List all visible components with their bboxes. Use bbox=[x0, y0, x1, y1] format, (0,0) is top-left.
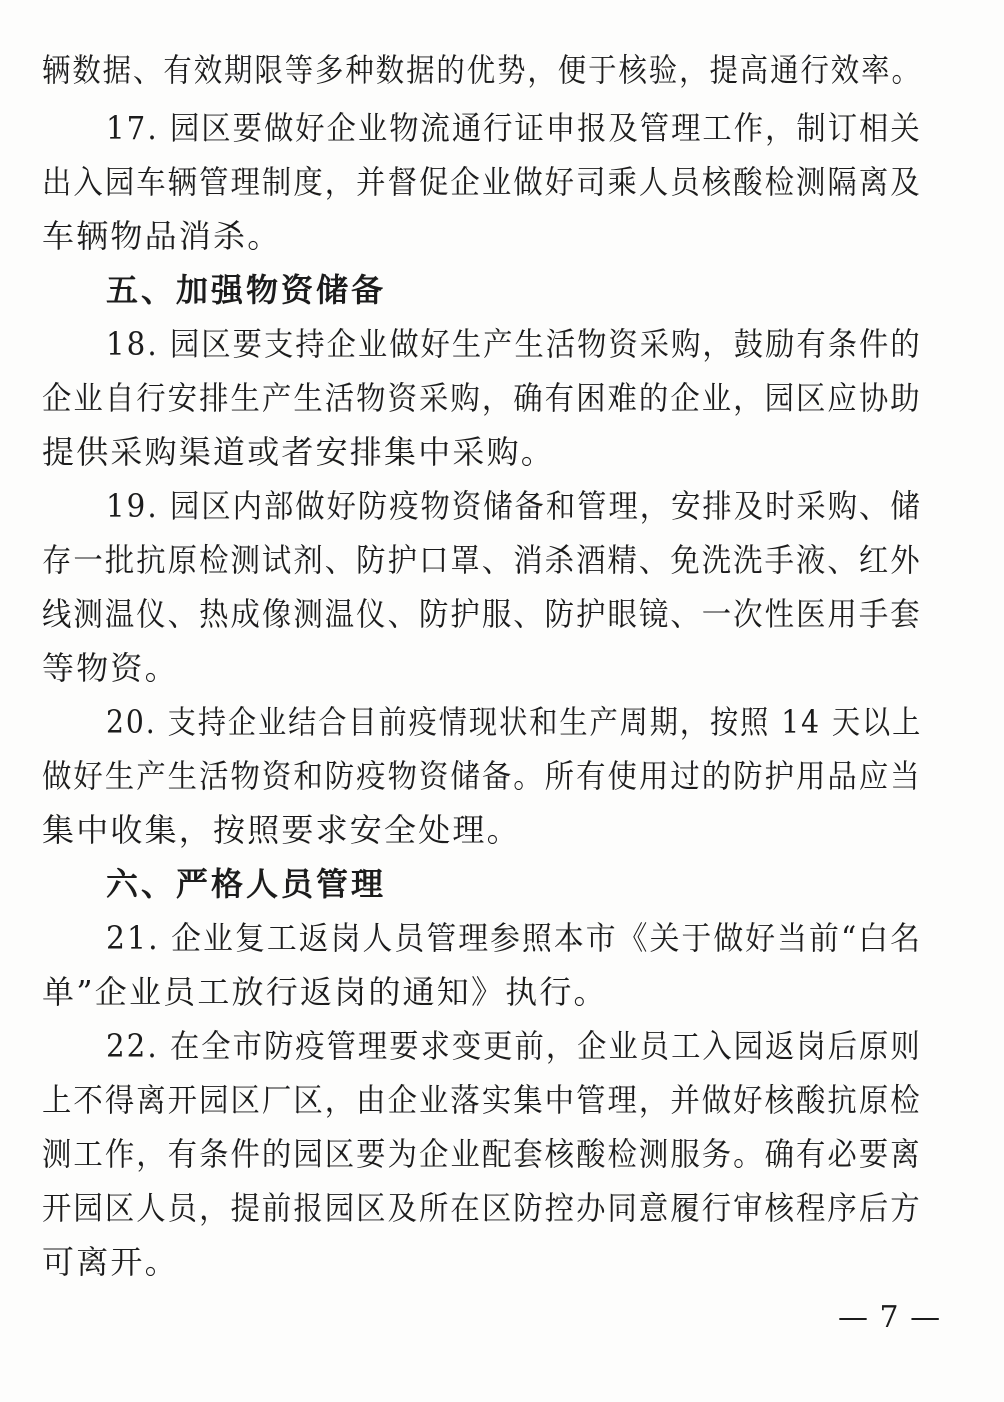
section-heading-6: 六、严格人员管理 bbox=[106, 865, 387, 903]
body-line: 辆数据、有效期限等多种数据的优势，便于核验，提高通行效率。 bbox=[42, 51, 922, 89]
body-line: 车辆物品消杀。 bbox=[42, 217, 282, 255]
body-line: 上不得离开园区厂区，由企业落实集中管理，并做好核酸抗原检 bbox=[42, 1081, 922, 1119]
body-line: 企业自行安排生产生活物资采购，确有困难的企业，园区应协助 bbox=[42, 379, 922, 417]
body-line: 单”企业员工放行返岗的通知》执行。 bbox=[42, 973, 608, 1011]
section-heading-5: 五、加强物资储备 bbox=[106, 271, 387, 309]
paragraph-19-line: 19. 园区内部做好防疫物资储备和管理，安排及时采购、储 bbox=[106, 487, 922, 525]
body-line: 提供采购渠道或者安排集中采购。 bbox=[42, 433, 556, 471]
body-line: 线测温仪、热成像测温仪、防护服、防护眼镜、一次性医用手套 bbox=[42, 595, 922, 633]
paragraph-22-line: 22. 在全市防疫管理要求变更前，企业员工入园返岗后原则 bbox=[106, 1027, 922, 1065]
body-line: 测工作，有条件的园区要为企业配套核酸检测服务。确有必要离 bbox=[42, 1135, 922, 1173]
body-line: 出入园车辆管理制度，并督促企业做好司乘人员核酸检测隔离及 bbox=[42, 163, 922, 201]
body-line: 开园区人员，提前报园区及所在区防控办同意履行审核程序后方 bbox=[42, 1189, 922, 1227]
paragraph-21-line: 21. 企业复工返岗人员管理参照本市《关于做好当前“白名 bbox=[106, 919, 923, 957]
body-line: 做好生产生活物资和防疫物资储备。所有使用过的防护用品应当 bbox=[42, 757, 922, 795]
body-line: 集中收集，按照要求安全处理。 bbox=[42, 811, 521, 849]
body-line: 等物资。 bbox=[42, 649, 179, 687]
body-line: 可离开。 bbox=[42, 1243, 179, 1281]
body-line: 存一批抗原检测试剂、防护口罩、消杀酒精、免洗洗手液、红外 bbox=[42, 541, 922, 579]
paragraph-18-line: 18. 园区要支持企业做好生产生活物资采购，鼓励有条件的 bbox=[106, 325, 922, 363]
page-number: — 7 — bbox=[838, 1300, 942, 1335]
paragraph-17-line: 17. 园区要做好企业物流通行证申报及管理工作，制订相关 bbox=[106, 109, 922, 147]
paragraph-20-line: 20. 支持企业结合目前疫情现状和生产周期，按照 14 天以上 bbox=[106, 703, 923, 741]
